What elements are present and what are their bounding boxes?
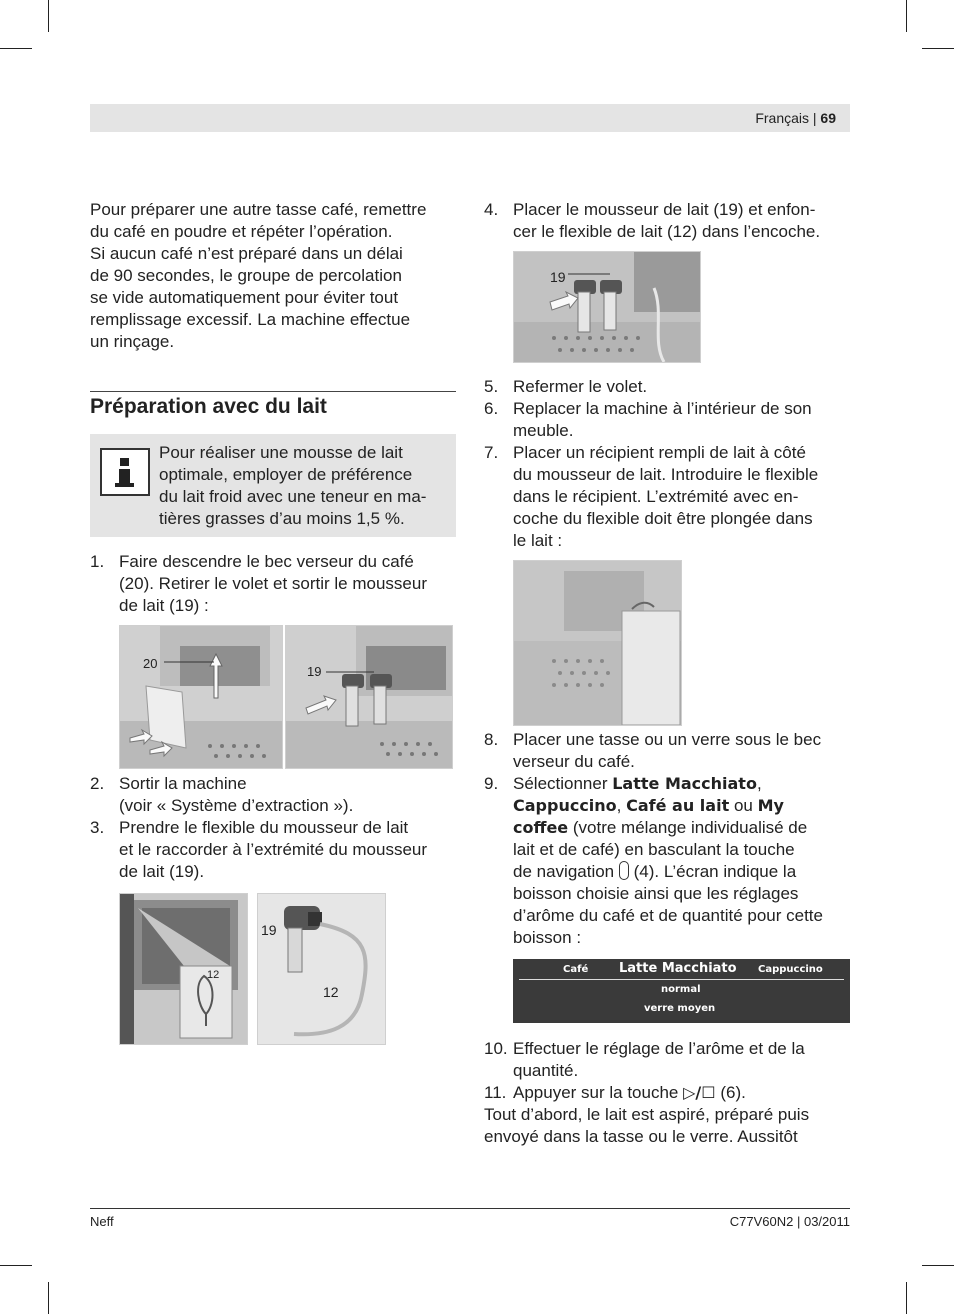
step-line: de lait (19) :: [119, 596, 209, 615]
figure-callout: 19: [261, 922, 277, 938]
step-line: Placer une tasse ou un verre sous le bec: [513, 730, 822, 749]
option-my-coffee: My: [757, 796, 784, 815]
intro-line: Si aucun café n’est préparé dans un délai: [90, 244, 403, 263]
intro-paragraph: [90, 199, 458, 353]
text-run: Appuyer sur la touche: [513, 1083, 684, 1102]
step-line: cer le flexible de lait (12) dans l’encoche.: [513, 222, 821, 241]
section-rule: [90, 391, 456, 392]
step-10: [484, 1038, 850, 1082]
info-box: [90, 434, 456, 537]
crop-mark: [48, 1282, 49, 1314]
step-line: Effectuer le réglage de l’arôme et de la: [513, 1039, 805, 1058]
step-line: (voir « Système d’extraction »).: [119, 796, 354, 815]
display-aroma: normal: [661, 984, 701, 995]
step-line: [513, 861, 853, 883]
intro-line: de 90 secondes, le groupe de percolation: [90, 266, 402, 285]
crop-mark: [922, 1265, 954, 1266]
step-line: de lait (19).: [119, 862, 205, 881]
step-line: du mousseur de lait. Introduire le flexible: [513, 465, 819, 484]
text-run: ,: [756, 774, 762, 793]
text-run: (6).: [715, 1083, 746, 1102]
intro-line: Pour préparer une autre tasse café, remettre: [90, 200, 427, 219]
step-line: Refermer le volet.: [513, 377, 648, 396]
step-number: 11.: [484, 1083, 507, 1102]
closing-line: Tout d’abord, le lait est aspiré, préparé puis: [484, 1105, 810, 1124]
hose-slot-illustration: [120, 894, 247, 1044]
step-number: 3.: [90, 818, 105, 837]
figure-remove-frother: [285, 625, 453, 769]
text-run: Sélectionner: [513, 774, 613, 793]
step-number: 7.: [484, 443, 499, 462]
option-my-coffee-cont: coffee: [513, 818, 569, 837]
step-line: (20). Retirer le volet et sortir le mousseur: [119, 574, 427, 593]
machine-display: [513, 959, 850, 1023]
step-4: [484, 199, 850, 243]
figure-callout: 12: [323, 984, 339, 1000]
crop-mark: [48, 0, 49, 32]
step-line: meuble.: [513, 421, 574, 440]
frother-hose-illustration: [258, 894, 385, 1044]
step-line: quantité.: [513, 1061, 579, 1080]
step-8: [484, 729, 850, 773]
step-7: [484, 442, 850, 552]
step-line: Placer le mousseur de lait (19) et enfon-: [513, 200, 816, 219]
step-number: 1.: [90, 552, 105, 571]
step-line: [513, 817, 853, 839]
step-line: Prendre le flexible du mousseur de lait: [119, 818, 409, 837]
figure-frother-with-hose: [257, 893, 386, 1045]
text-run: de navigation: [513, 862, 619, 881]
section-title: Préparation avec du lait: [90, 395, 327, 418]
figure-callout: 12: [207, 969, 220, 981]
intro-line: du café en poudre et répéter l’opération.: [90, 222, 393, 241]
info-text: [159, 442, 451, 530]
step-line: boisson :: [513, 928, 582, 947]
spout-illustration: [120, 626, 282, 768]
text-run: (4). L’écran indique la: [628, 862, 797, 881]
step-line: Placer un récipient rempli de lait à côté: [513, 443, 806, 462]
navigation-key-icon: [619, 861, 629, 880]
figure-machine-hose-slot: [119, 893, 248, 1045]
text-run: ,: [616, 796, 627, 815]
step-6: [484, 398, 850, 442]
option-latte-macchiato: Latte Macchiato: [612, 774, 757, 793]
step-line: et le raccorder à l’extrémité du mousseur: [119, 840, 428, 859]
crop-mark: [0, 48, 32, 49]
step-line: [513, 773, 853, 795]
hose-container-illustration: [514, 561, 681, 725]
display-item-selected: Latte Macchiato: [619, 961, 737, 976]
start-stop-key-icon: ▷/☐: [683, 1083, 716, 1102]
step-line: verseur du café.: [513, 752, 635, 771]
step-line: boisson choisie ainsi que les réglages: [513, 884, 799, 903]
step-line: [513, 795, 853, 817]
insert-frother-illustration: [514, 252, 700, 362]
step-9: [484, 773, 850, 949]
crop-mark: [922, 48, 954, 49]
display-divider: [519, 979, 844, 980]
header-language-page: [755, 110, 836, 126]
intro-line: remplissage excessif. La machine effectue: [90, 310, 411, 329]
figure-insert-frother: [513, 251, 701, 363]
step-number: 5.: [484, 377, 499, 396]
intro-line: se vide automatiquement pour éviter tout: [90, 288, 399, 307]
step-number: 9.: [484, 774, 499, 793]
step-line: Faire descendre le bec verseur du café: [119, 552, 414, 571]
info-icon: [100, 448, 150, 496]
step-line: dans le récipient. L’extrémité avec en-: [513, 487, 799, 506]
step-1: [90, 551, 460, 619]
step-line: Sortir la machine: [119, 774, 247, 793]
step-number: 4.: [484, 200, 499, 219]
text-run: ou: [729, 796, 758, 815]
text-run: (votre mélange individualisé de: [568, 818, 808, 837]
footer-brand: Neff: [90, 1214, 114, 1229]
figure-callout: 19: [307, 664, 322, 679]
step-line: Replacer la machine à l’intérieur de son: [513, 399, 812, 418]
crop-mark: [906, 0, 907, 32]
step-number: 2.: [90, 774, 105, 793]
footer-rule: [90, 1208, 850, 1209]
display-quantity: verre moyen: [644, 1003, 716, 1014]
step-number: 8.: [484, 730, 499, 749]
info-line: tières grasses d’au moins 1,5 %.: [159, 509, 405, 528]
step-line: lait et de café) en basculant la touche: [513, 840, 795, 859]
step-line: le lait :: [513, 531, 563, 550]
header-language: Français: [755, 110, 809, 126]
step-line: coche du flexible doit être plongée dans: [513, 509, 813, 528]
display-item-left: Café: [563, 964, 589, 975]
option-cappuccino: Cappuccino: [513, 796, 617, 815]
closing-line: envoyé dans la tasse ou le verre. Aussitôt: [484, 1127, 798, 1146]
intro-line: un rinçage.: [90, 332, 175, 351]
step-5: [484, 376, 850, 398]
crop-mark: [906, 1282, 907, 1314]
figure-callout: 20: [143, 656, 158, 671]
figure-spout-lowering: [119, 625, 283, 769]
page-header: [90, 104, 850, 132]
footer-reference: C77V60N2 | 03/2011: [729, 1214, 850, 1229]
figure-callout: 19: [550, 269, 566, 285]
header-separator: |: [812, 110, 817, 126]
closing-paragraph: [484, 1104, 850, 1148]
option-cafe-au-lait: Café au lait: [626, 796, 730, 815]
frother-illustration: [286, 626, 452, 768]
step-number: 10.: [484, 1039, 508, 1058]
step-line: d’arôme du café et de quantité pour cette: [513, 906, 823, 925]
figure-hose-in-container: [513, 560, 682, 726]
step-3: [90, 817, 460, 883]
info-line: du lait froid avec une teneur en ma-: [159, 487, 427, 506]
info-line: optimale, employer de préférence: [159, 465, 413, 484]
step-number: 6.: [484, 399, 499, 418]
info-line: Pour réaliser une mousse de lait: [159, 443, 403, 462]
display-item-right: Cappuccino: [758, 964, 823, 975]
step-2: [90, 773, 460, 817]
step-11: [484, 1082, 850, 1104]
crop-mark: [0, 1265, 32, 1266]
page-number: 69: [820, 110, 836, 126]
